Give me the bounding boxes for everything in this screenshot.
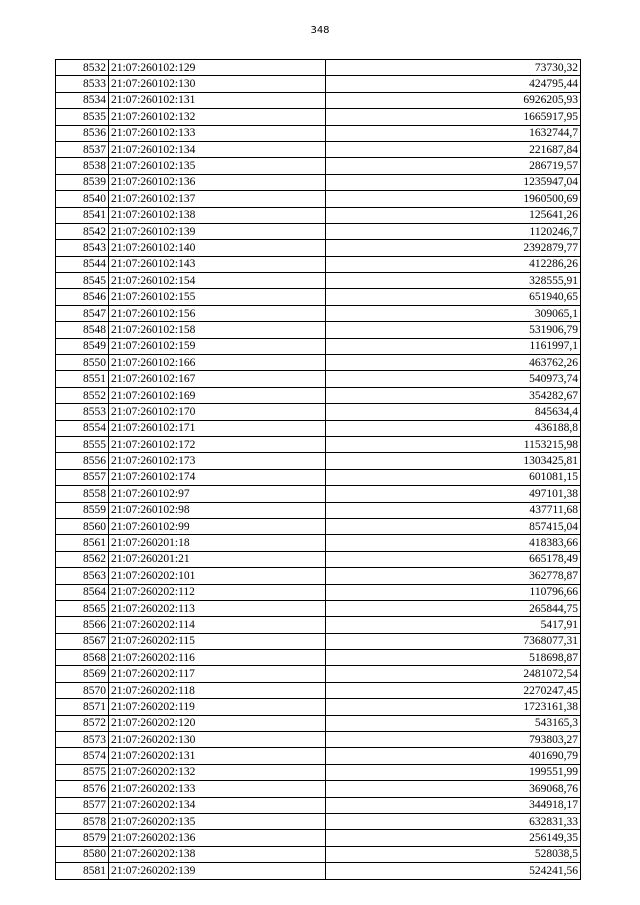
row-number: 8565 <box>56 600 109 616</box>
row-number: 8543 <box>56 240 109 256</box>
table-row <box>56 830 581 846</box>
row-number: 8556 <box>56 453 109 469</box>
cadastral-number: 21:07:260202:134 <box>109 797 326 813</box>
table-row <box>56 666 581 682</box>
cadastral-number: 21:07:260102:169 <box>109 387 326 403</box>
row-number: 8548 <box>56 322 109 338</box>
cadastral-number: 21:07:260201:18 <box>109 535 326 551</box>
row-number: 8557 <box>56 469 109 485</box>
table-row <box>56 486 581 502</box>
cadastral-number: 21:07:260102:135 <box>109 158 326 174</box>
cadastral-number: 21:07:260102:139 <box>109 223 326 239</box>
cadastral-number: 21:07:260102:130 <box>109 76 326 92</box>
cadastral-value: 401690,79 <box>326 748 581 764</box>
row-number: 8576 <box>56 781 109 797</box>
table-row <box>56 502 581 518</box>
row-number: 8551 <box>56 371 109 387</box>
cadastral-value: 221687,84 <box>326 141 581 157</box>
cadastral-number: 21:07:260201:21 <box>109 551 326 567</box>
row-number: 8577 <box>56 797 109 813</box>
cadastral-number: 21:07:260102:158 <box>109 322 326 338</box>
row-number: 8533 <box>56 76 109 92</box>
row-number: 8552 <box>56 387 109 403</box>
cadastral-number: 21:07:260102:172 <box>109 436 326 452</box>
cadastral-number: 21:07:260202:101 <box>109 568 326 584</box>
table-row <box>56 158 581 174</box>
row-number: 8553 <box>56 404 109 420</box>
cadastral-number: 21:07:260102:174 <box>109 469 326 485</box>
table-row <box>56 273 581 289</box>
table-row <box>56 748 581 764</box>
table-row <box>56 650 581 666</box>
table-row <box>56 355 581 371</box>
row-number: 8563 <box>56 568 109 584</box>
table-row <box>56 732 581 748</box>
table-row <box>56 223 581 239</box>
cadastral-value: 524241,56 <box>326 863 581 879</box>
cadastral-value: 436188,8 <box>326 420 581 436</box>
cadastral-value: 1960500,69 <box>326 191 581 207</box>
cadastral-value: 418383,66 <box>326 535 581 551</box>
cadastral-number: 21:07:260202:131 <box>109 748 326 764</box>
cadastral-number: 21:07:260102:137 <box>109 191 326 207</box>
cadastral-number: 21:07:260102:159 <box>109 338 326 354</box>
cadastral-number: 21:07:260202:118 <box>109 682 326 698</box>
table-row <box>56 174 581 190</box>
cadastral-value: 1632744,7 <box>326 125 581 141</box>
cadastral-value: 531906,79 <box>326 322 581 338</box>
cadastral-number: 21:07:260202:117 <box>109 666 326 682</box>
cadastral-number: 21:07:260102:131 <box>109 92 326 108</box>
cadastral-value: 1665917,95 <box>326 109 581 125</box>
cadastral-number: 21:07:260202:133 <box>109 781 326 797</box>
table-row <box>56 289 581 305</box>
table-row <box>56 584 581 600</box>
row-number: 8564 <box>56 584 109 600</box>
cadastral-value: 601081,15 <box>326 469 581 485</box>
row-number: 8581 <box>56 863 109 879</box>
cadastral-value: 1723161,38 <box>326 699 581 715</box>
table-row <box>56 797 581 813</box>
cadastral-value: 1161997,1 <box>326 338 581 354</box>
cadastral-number: 21:07:260202:132 <box>109 764 326 780</box>
cadastral-value: 1235947,04 <box>326 174 581 190</box>
table-row <box>56 371 581 387</box>
cadastral-value: 362778,87 <box>326 568 581 584</box>
row-number: 8555 <box>56 436 109 452</box>
table-row <box>56 764 581 780</box>
cadastral-value: 1120246,7 <box>326 223 581 239</box>
cadastral-value: 1153215,98 <box>326 436 581 452</box>
table-row <box>56 617 581 633</box>
cadastral-value: 354282,67 <box>326 387 581 403</box>
row-number: 8540 <box>56 191 109 207</box>
row-number: 8567 <box>56 633 109 649</box>
row-number: 8578 <box>56 813 109 829</box>
cadastral-value: 309065,1 <box>326 305 581 321</box>
row-number: 8542 <box>56 223 109 239</box>
table-row <box>56 535 581 551</box>
cadastral-value: 463762,26 <box>326 355 581 371</box>
cadastral-number: 21:07:260102:97 <box>109 486 326 502</box>
cadastral-value: 265844,75 <box>326 600 581 616</box>
cadastral-number: 21:07:260102:171 <box>109 420 326 436</box>
table-row <box>56 109 581 125</box>
table-body <box>56 60 581 880</box>
cadastral-number: 21:07:260202:112 <box>109 584 326 600</box>
row-number: 8580 <box>56 846 109 862</box>
table-row <box>56 715 581 731</box>
cadastral-number: 21:07:260202:114 <box>109 617 326 633</box>
cadastral-value: 1303425,81 <box>326 453 581 469</box>
cadastral-number: 21:07:260102:129 <box>109 60 326 76</box>
cadastral-value: 665178,49 <box>326 551 581 567</box>
table-row <box>56 633 581 649</box>
cadastral-value: 632831,33 <box>326 813 581 829</box>
cadastral-value: 518698,87 <box>326 650 581 666</box>
row-number: 8539 <box>56 174 109 190</box>
row-number: 8554 <box>56 420 109 436</box>
table-row <box>56 191 581 207</box>
row-number: 8575 <box>56 764 109 780</box>
table-row <box>56 568 581 584</box>
table-row <box>56 60 581 76</box>
table-row <box>56 469 581 485</box>
cadastral-value: 125641,26 <box>326 207 581 223</box>
table-row <box>56 863 581 879</box>
cadastral-value: 2392879,77 <box>326 240 581 256</box>
row-number: 8579 <box>56 830 109 846</box>
table-row <box>56 322 581 338</box>
row-number: 8541 <box>56 207 109 223</box>
cadastral-value: 437711,68 <box>326 502 581 518</box>
cadastral-number: 21:07:260202:119 <box>109 699 326 715</box>
table-row <box>56 453 581 469</box>
table-row <box>56 420 581 436</box>
cadastral-value: 199551,99 <box>326 764 581 780</box>
cadastral-number: 21:07:260202:135 <box>109 813 326 829</box>
row-number: 8568 <box>56 650 109 666</box>
cadastral-number: 21:07:260102:154 <box>109 273 326 289</box>
row-number: 8562 <box>56 551 109 567</box>
row-number: 8538 <box>56 158 109 174</box>
cadastral-value: 540973,74 <box>326 371 581 387</box>
cadastral-number: 21:07:260202:116 <box>109 650 326 666</box>
cadastral-number: 21:07:260102:99 <box>109 518 326 534</box>
table-row <box>56 338 581 354</box>
cadastral-number: 21:07:260102:173 <box>109 453 326 469</box>
row-number: 8545 <box>56 273 109 289</box>
cadastral-number: 21:07:260202:130 <box>109 732 326 748</box>
table-row <box>56 240 581 256</box>
cadastral-number: 21:07:260102:140 <box>109 240 326 256</box>
cadastral-number: 21:07:260102:98 <box>109 502 326 518</box>
table-row <box>56 92 581 108</box>
cadastral-number: 21:07:260102:156 <box>109 305 326 321</box>
row-number: 8549 <box>56 338 109 354</box>
table-row <box>56 404 581 420</box>
cadastral-number: 21:07:260102:133 <box>109 125 326 141</box>
table-row <box>56 436 581 452</box>
cadastral-number: 21:07:260102:170 <box>109 404 326 420</box>
row-number: 8537 <box>56 141 109 157</box>
table-row <box>56 551 581 567</box>
table-row <box>56 256 581 272</box>
cadastral-number: 21:07:260102:136 <box>109 174 326 190</box>
cadastral-value: 2270247,45 <box>326 682 581 698</box>
table-row <box>56 76 581 92</box>
table-row <box>56 207 581 223</box>
cadastral-value: 256149,35 <box>326 830 581 846</box>
row-number: 8570 <box>56 682 109 698</box>
cadastral-value: 369068,76 <box>326 781 581 797</box>
row-number: 8550 <box>56 355 109 371</box>
cadastral-number: 21:07:260102:166 <box>109 355 326 371</box>
table-row <box>56 699 581 715</box>
cadastral-value: 5417,91 <box>326 617 581 633</box>
row-number: 8547 <box>56 305 109 321</box>
cadastral-value: 6926205,93 <box>326 92 581 108</box>
cadastral-value-table <box>55 59 581 880</box>
cadastral-value: 2481072,54 <box>326 666 581 682</box>
cadastral-number: 21:07:260202:113 <box>109 600 326 616</box>
cadastral-number: 21:07:260102:134 <box>109 141 326 157</box>
cadastral-number: 21:07:260202:136 <box>109 830 326 846</box>
table-row <box>56 682 581 698</box>
cadastral-number: 21:07:260202:115 <box>109 633 326 649</box>
cadastral-value: 651940,65 <box>326 289 581 305</box>
row-number: 8572 <box>56 715 109 731</box>
cadastral-value: 857415,04 <box>326 518 581 534</box>
cadastral-value: 424795,44 <box>326 76 581 92</box>
table-row <box>56 387 581 403</box>
cadastral-value: 497101,38 <box>326 486 581 502</box>
cadastral-value: 328555,91 <box>326 273 581 289</box>
cadastral-number: 21:07:260102:132 <box>109 109 326 125</box>
table-row <box>56 141 581 157</box>
cadastral-value: 543165,3 <box>326 715 581 731</box>
page-number: 348 <box>310 25 330 36</box>
row-number: 8569 <box>56 666 109 682</box>
table-row <box>56 518 581 534</box>
row-number: 8559 <box>56 502 109 518</box>
table-row <box>56 305 581 321</box>
row-number: 8558 <box>56 486 109 502</box>
cadastral-value: 110796,66 <box>326 584 581 600</box>
row-number: 8574 <box>56 748 109 764</box>
row-number: 8532 <box>56 60 109 76</box>
cadastral-value: 73730,32 <box>326 60 581 76</box>
cadastral-number: 21:07:260202:139 <box>109 863 326 879</box>
row-number: 8546 <box>56 289 109 305</box>
table-row <box>56 781 581 797</box>
row-number: 8566 <box>56 617 109 633</box>
cadastral-number: 21:07:260202:138 <box>109 846 326 862</box>
cadastral-number: 21:07:260102:167 <box>109 371 326 387</box>
cadastral-value: 7368077,31 <box>326 633 581 649</box>
table-row <box>56 846 581 862</box>
table-row <box>56 125 581 141</box>
cadastral-value: 344918,17 <box>326 797 581 813</box>
row-number: 8573 <box>56 732 109 748</box>
cadastral-value: 528038,5 <box>326 846 581 862</box>
cadastral-number: 21:07:260102:143 <box>109 256 326 272</box>
cadastral-value: 412286,26 <box>326 256 581 272</box>
cadastral-value: 845634,4 <box>326 404 581 420</box>
row-number: 8560 <box>56 518 109 534</box>
row-number: 8571 <box>56 699 109 715</box>
row-number: 8535 <box>56 109 109 125</box>
row-number: 8561 <box>56 535 109 551</box>
row-number: 8534 <box>56 92 109 108</box>
table-row <box>56 813 581 829</box>
row-number: 8536 <box>56 125 109 141</box>
table-row <box>56 600 581 616</box>
cadastral-number: 21:07:260102:138 <box>109 207 326 223</box>
row-number: 8544 <box>56 256 109 272</box>
cadastral-number: 21:07:260102:155 <box>109 289 326 305</box>
cadastral-number: 21:07:260202:120 <box>109 715 326 731</box>
cadastral-value: 793803,27 <box>326 732 581 748</box>
cadastral-value: 286719,57 <box>326 158 581 174</box>
